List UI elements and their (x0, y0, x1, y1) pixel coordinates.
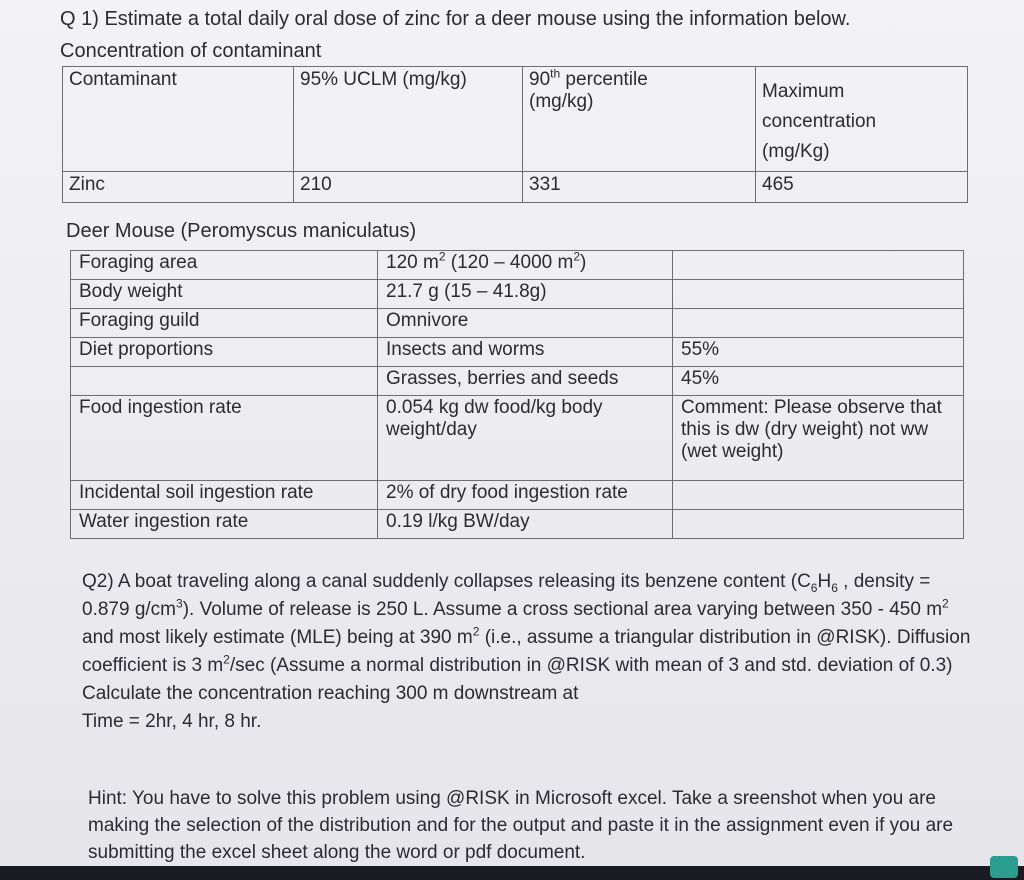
contaminant-table (62, 66, 968, 203)
soil-label: Incidental soil ingestion rate (71, 481, 378, 510)
food-value: 0.054 kg dw food/kg body weight/day (378, 396, 673, 481)
water-label: Water ingestion rate (71, 510, 378, 539)
empty-cell (673, 309, 964, 338)
header-uclm: 95% UCLM (mg/kg) (294, 67, 523, 172)
q2-calc: Calculate the concentration reaching 300 m downstream at (82, 683, 579, 704)
water-value: 0.19 l/kg BW/day (378, 510, 673, 539)
deer-mouse-table (70, 250, 964, 539)
header-contaminant: Contaminant (63, 67, 294, 172)
cell-90th: 331 (523, 172, 756, 203)
q1-title: Q 1) Estimate a total daily oral dose of zinc for a deer mouse using the information below. (60, 8, 851, 30)
diet-label: Diet proportions (71, 338, 378, 367)
diet-2-pct: 45% (673, 367, 964, 396)
cell-max: 465 (756, 172, 968, 203)
foraging-area-value: 120 $m^2$ (120 – 4000 $m^2$) (378, 251, 673, 280)
q2-time: Time = 2hr, 4 hr, 8 hr. (82, 711, 262, 732)
hint-text: Hint: You have to solve this problem using @RISK in Microsoft excel. Take a sreenshot when you are making the selection of the distribution and for the output and paste it in the assignment even if you are submitting the excel sheet along the word or pdf document. (88, 788, 954, 863)
header-90th: 90th percentile (mg/kg) (523, 67, 756, 172)
empty-cell (71, 367, 378, 396)
body-weight-label: Body weight (71, 280, 378, 309)
empty-cell (673, 481, 964, 510)
diet-1: Insects and worms (378, 338, 673, 367)
cell-uclm: 210 (294, 172, 523, 203)
diet-1-pct: 55% (673, 338, 964, 367)
guild-value: Omnivore (378, 309, 673, 338)
taskbar-app-icon[interactable] (990, 856, 1018, 878)
header-maximum: Maximum concentration (mg/Kg) (756, 67, 968, 172)
taskbar (0, 866, 1024, 880)
food-label: Food ingestion rate (71, 396, 378, 481)
q2-text: Q2) A boat traveling along a canal suddenly collapses releasing its benzene content ($C_6H_6$ , density = 0.879 $g/cm^3$). Volume of release is 250 L. Assume a cross sectional area varying between 350 - 450 $m^2$ and most likely estimate (MLE) being at 390 $m^2$ (i.e., assume a triangular distribution in @RISK). Diffusion coefficient is 3 $m^2/\sec$ (Assume a normal distribution in @RISK with mean of 3 and std. deviation of 0.3) Calculate the concentration reaching 300 m downstream at Time = 2hr, 4 hr, 8 hr. (82, 571, 971, 732)
deer-mouse-title: Deer Mouse (Peromyscus maniculatus) (66, 220, 417, 242)
soil-value: 2% of dry food ingestion rate (378, 481, 673, 510)
empty-cell (673, 280, 964, 309)
empty-cell (673, 510, 964, 539)
empty-cell (673, 251, 964, 280)
guild-label: Foraging guild (71, 309, 378, 338)
cell-zinc: Zinc (63, 172, 294, 203)
body-weight-value: 21.7 g (15 – 41.8g) (378, 280, 673, 309)
food-comment: Comment: Please observe that this is dw (dry weight) not ww (wet weight) (673, 396, 964, 481)
foraging-area-label: Foraging area (71, 251, 378, 280)
concentration-label: Concentration of contaminant (60, 40, 322, 62)
diet-2: Grasses, berries and seeds (378, 367, 673, 396)
